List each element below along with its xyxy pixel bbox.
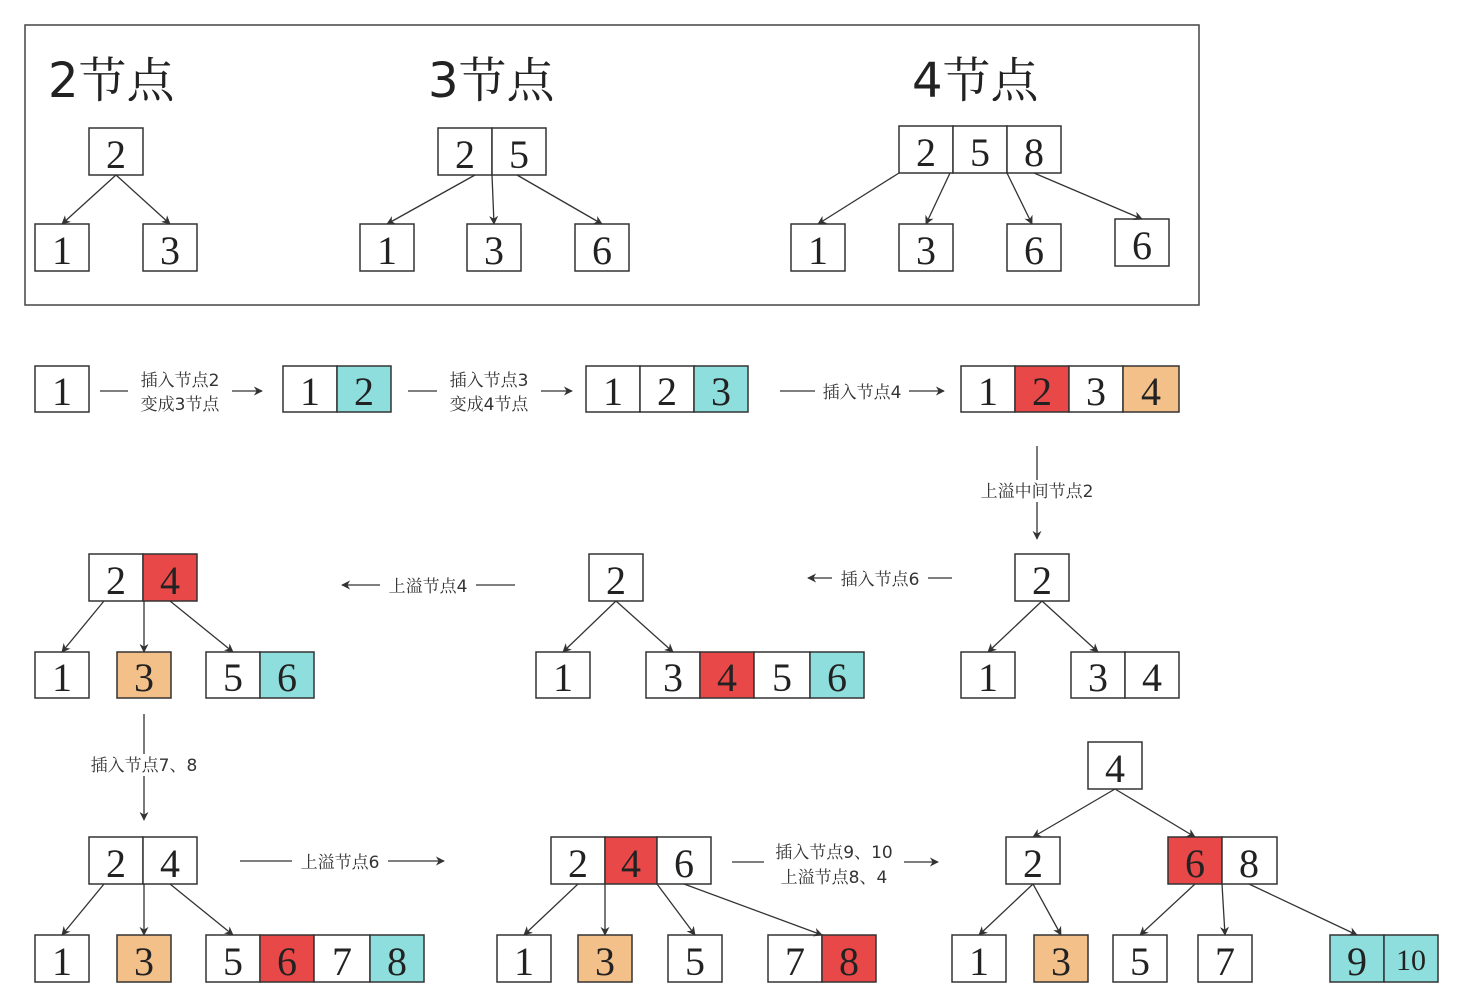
edge-arrow [979,884,1033,935]
arrow-insert-4 [780,380,944,403]
node-key: 6 [277,655,297,700]
edge-arrow [988,601,1042,652]
edge-arrow [657,884,695,935]
node-key: 1 [603,369,623,414]
edge-arrow [1033,789,1115,837]
legend-two-node [35,53,197,273]
node-key: 1 [52,655,72,700]
node-key: 7 [332,939,352,984]
arrow-insert-6 [808,567,952,590]
edge-arrow [563,601,616,652]
node-key: 2 [106,841,126,886]
arrow-overflow-2 [970,446,1104,539]
node-key: 2 [106,558,126,603]
node-key: 1 [969,939,989,984]
legend-title-three-node: 3节点 [428,53,555,109]
arrow-label: 上溢中间节点2 [980,482,1094,502]
arrow-label: 变成3节点 [140,395,220,415]
node-key: 2 [657,369,677,414]
edge-arrow [1222,884,1225,935]
edge-arrow [517,175,602,224]
node-key: 1 [52,228,72,273]
edge-arrow [524,884,578,935]
node-key: 2 [455,132,475,177]
edge-arrow [684,884,822,935]
node-key: 2 [106,132,126,177]
node-key: 4 [621,841,641,886]
edge-arrow [387,175,475,224]
node-key: 3 [1051,939,1071,984]
node-key: 1 [377,228,397,273]
node-key: 2 [354,369,374,414]
arrow-label: 上溢节点8、4 [780,868,888,888]
node-key: 6 [1132,223,1152,268]
node-key: 8 [1239,841,1259,886]
node-key: 2 [916,130,936,175]
arrow-label: 上溢节点6 [300,853,380,873]
node-key: 2 [1032,558,1052,603]
edge-arrow [170,884,233,935]
node-key: 6 [592,228,612,273]
edge-arrow [170,601,233,652]
step-5 [961,554,1179,700]
node-key: 3 [663,655,683,700]
edge-arrow [926,173,950,224]
arrow-overflow-6 [240,850,444,873]
edge-arrow [1042,601,1098,652]
step-10 [952,742,1438,984]
edge-arrow [116,175,170,224]
edge-arrow [1033,884,1061,935]
step-2 [283,366,391,414]
node-key: 9 [1347,939,1367,984]
edge-arrow [492,175,494,224]
arrow-insert-9-10 [732,840,938,888]
edge-arrow [616,601,673,652]
node-key: 3 [160,228,180,273]
node-key: 3 [1088,655,1108,700]
arrow-label: 上溢节点4 [388,577,468,597]
node-key: 5 [970,130,990,175]
arrow-label: 插入节点7、8 [90,756,198,776]
node-key: 3 [134,939,154,984]
node-key: 3 [595,939,615,984]
node-key: 3 [134,655,154,700]
edge-arrow [62,175,116,224]
node-key: 6 [827,655,847,700]
node-key: 2 [1023,841,1043,886]
step-6 [536,554,864,700]
node-key: 6 [674,841,694,886]
legend-title-two-node: 2节点 [48,53,175,109]
arrow-overflow-4 [342,574,515,597]
node-key: 5 [1130,939,1150,984]
node-key: 6 [1024,228,1044,273]
node-key: 3 [1086,369,1106,414]
arrow-label: 变成4节点 [449,395,529,415]
node-key: 1 [300,369,320,414]
arrow-insert-2 [100,368,262,415]
edge-arrow [1115,789,1195,837]
node-key: 1 [808,228,828,273]
node-key: 7 [1215,939,1235,984]
node-key: 4 [717,655,737,700]
step-4 [961,366,1179,414]
edge-arrow [62,884,104,935]
node-key: 3 [916,228,936,273]
arrow-label: 插入节点3 [449,371,529,391]
node-key: 6 [277,939,297,984]
node-key: 1 [52,369,72,414]
node-key: 1 [514,939,534,984]
node-key: 6 [1185,841,1205,886]
edge-arrow [1007,173,1032,224]
node-key: 4 [1141,369,1161,414]
arrow-label: 插入节点6 [840,570,920,590]
node-key: 8 [387,939,407,984]
legend-four-node [791,53,1169,273]
node-key: 5 [223,939,243,984]
step-3 [586,366,748,414]
step-1 [35,366,89,414]
node-key: 8 [1024,130,1044,175]
arrow-label: 插入节点4 [822,383,902,403]
arrow-insert-3 [408,368,572,415]
node-key: 4 [1105,746,1125,791]
edge-arrow [818,173,899,224]
edge-arrow [1034,173,1142,219]
node-key: 4 [1142,655,1162,700]
node-key: 8 [839,939,859,984]
edge-arrow [1249,884,1357,935]
node-key: 2 [568,841,588,886]
legend-title-four-node: 4节点 [912,53,1039,109]
node-key: 10 [1396,944,1426,977]
node-key: 2 [606,558,626,603]
node-key: 5 [509,132,529,177]
node-key: 4 [160,558,180,603]
node-key: 7 [785,939,805,984]
arrow-insert-7-8 [78,714,210,820]
node-key: 5 [772,655,792,700]
node-key: 5 [685,939,705,984]
legend-three-node [360,53,629,273]
arrow-label: 插入节点2 [140,371,220,391]
node-key: 1 [52,939,72,984]
arrow-label: 插入节点9、10 [775,843,893,863]
node-key: 1 [553,655,573,700]
node-key: 1 [978,655,998,700]
step-7 [35,554,314,700]
edge-arrow [1140,884,1195,935]
node-key: 1 [978,369,998,414]
edge-arrow [62,601,104,652]
node-key: 5 [223,655,243,700]
node-key: 2 [1032,369,1052,414]
node-key: 3 [711,369,731,414]
node-key: 4 [160,841,180,886]
node-key: 3 [484,228,504,273]
